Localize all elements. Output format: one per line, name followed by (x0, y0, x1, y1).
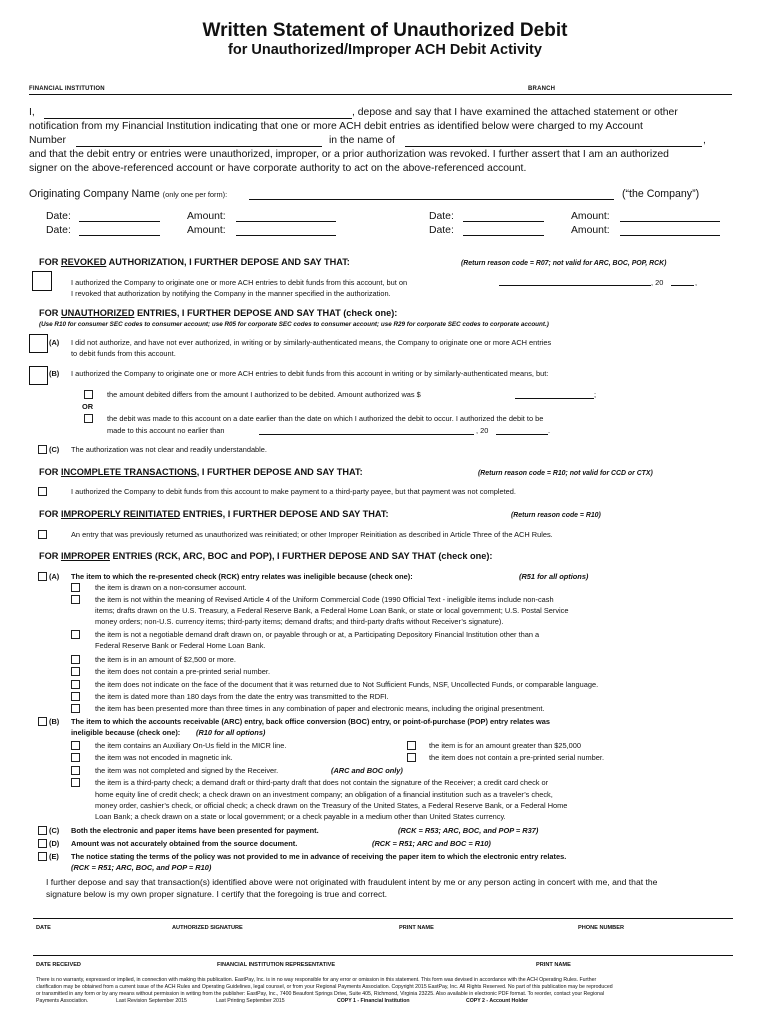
improper-b-left2: the item was not encoded in magnetic ink. (95, 753, 233, 762)
footer-line1: There is no warranty, expressed or implied, in connection with making this publication. EastPay, Inc. is in no way responsible for any error or omission in this statement. This form was devised in accordance with the ACH Operating Rules. Further (36, 977, 597, 983)
reinitiated-heading: FOR IMPROPERLY REINITIATED ENTRIES, I FURTHER DEPOSE AND SAY THAT: (39, 509, 389, 519)
originating-company-hint: (only one per form): (162, 190, 228, 199)
authorized-signature-label: AUTHORIZED SIGNATURE (172, 925, 243, 931)
amount-field-2[interactable] (620, 221, 720, 222)
intro-line1-prefix: I, (29, 107, 35, 118)
revoked-date-field[interactable] (499, 285, 651, 286)
footer-last-printing: Last Printing September 2015 (216, 998, 285, 1004)
amount-field-3[interactable] (236, 235, 336, 236)
reinitiated-note: (Return reason code = R10) (511, 512, 601, 519)
or-label: OR (82, 402, 94, 411)
revoked-line2: I revoked that authorization by notifying the Company in the manner specified in the authorization. (71, 289, 391, 298)
unauthorized-a-line1: I did not authorize, and have not ever authorized, in writing or by similarly-authenticated means, the Company to originate one or more ACH entries (71, 338, 552, 347)
date-field-3[interactable] (79, 235, 160, 236)
no-earlier-year-field[interactable] (496, 434, 548, 435)
unauthorized-c-label: (C) (49, 445, 60, 454)
improper-a-note: (R51 for all options) (519, 572, 589, 581)
intro-line5: signer on the above-referenced account or have corporate authority to act on the above-referenced account. (29, 163, 527, 174)
improper-a-item3-line1: the item is not a negotiable demand draft drawn on, or payable through or at, a Participating Depository Financial Institution other than a (95, 630, 540, 639)
improper-a-item6: the item does not indicate on the face of the document that it was returned due to Not Sufficient Funds, NSF, Uncollected Funds, or comparable language. (95, 680, 599, 689)
unauthorized-a-checkbox[interactable] (29, 334, 48, 353)
unauthorized-b-line1: I authorized the Company to originate one or more ACH entries to debit funds from this account in writing or by similarly-authenticated means, but: (71, 369, 549, 378)
improper-b-left3-checkbox[interactable] (71, 766, 80, 775)
footer-last-revision: Last Revision September 2015 (116, 998, 187, 1004)
revoked-note: (Return reason code = R07; not valid for ARC, BOC, POP, RCK) (461, 260, 667, 267)
improper-e-note: (RCK = R51; ARC, BOC, and POP = R10) (71, 863, 212, 872)
footer-copy1: COPY 1 - Financial Institution (337, 998, 410, 1004)
improper-a-item2-checkbox[interactable] (71, 595, 80, 604)
originating-company-label: Originating Company Name (29, 188, 160, 200)
footer-copy2: COPY 2 - Account Holder (466, 998, 528, 1004)
amount-field-4[interactable] (620, 235, 720, 236)
fi-representative-label: FINANCIAL INSTITUTION REPRESENTATIVE (217, 962, 336, 968)
unauthorized-a-label: (A) (49, 338, 60, 347)
print-name-2-label: PRINT NAME (536, 962, 571, 968)
closing-line1: I further depose and say that transaction(s) identified above were not originated with fraudulent intent by me or any person acting in concert with me, and that the (46, 877, 658, 887)
improper-a-item1: the item is drawn on a non-consumer account. (95, 583, 247, 592)
financial-institution-label: FINANCIAL INSTITUTION (29, 86, 105, 92)
revoked-heading: FOR REVOKED AUTHORIZATION, I FURTHER DEPOSE AND SAY THAT: (39, 257, 350, 267)
footer-line4-a: Payments Association. (36, 998, 89, 1004)
improper-a-item1-checkbox[interactable] (71, 583, 80, 592)
unauthorized-b-opt1-checkbox[interactable] (84, 390, 93, 399)
improper-a-item6-checkbox[interactable] (71, 680, 80, 689)
unauthorized-heading: FOR UNAUTHORIZED ENTRIES, I FURTHER DEPOSE AND SAY THAT (check one): (39, 308, 398, 318)
closing-line2: signature below is my own proper signature. I certify that the foregoing is true and correct. (46, 889, 388, 899)
improper-a-item7: the item is dated more than 180 days from the date the entry was transmitted to the RDFI. (95, 692, 389, 701)
date-label: DATE (36, 925, 51, 931)
revoked-checkbox[interactable] (32, 271, 52, 291)
improper-e-text: The notice stating the terms of the policy was not provided to me in advance of receiving the paper item to which the electronic entry relates. (71, 852, 567, 861)
intro-line2: notification from my Financial Institution indicating that one or more ACH debit entries as identified below were charged to my Account (29, 121, 643, 132)
improper-a-item5: the item does not contain a pre-printed serial number. (95, 667, 271, 676)
no-earlier-date-field[interactable] (259, 434, 474, 435)
improper-b-right2: the item does not contain a pre-printed serial number. (429, 753, 605, 762)
date-label-1: Date: (46, 211, 71, 222)
improper-b-left2-checkbox[interactable] (71, 753, 80, 762)
revoked-line1-prefix: I authorized the Company to originate one or more ACH entries to debit funds from this account, but on (71, 278, 408, 287)
unauthorized-b-opt2-line2-prefix: made to this account no earlier than (107, 426, 225, 435)
amount-label-4: Amount: (571, 225, 610, 236)
improper-a-item5-checkbox[interactable] (71, 667, 80, 676)
improper-a-item4-checkbox[interactable] (71, 655, 80, 664)
improper-c-label: (C) (49, 826, 60, 835)
improper-a-text: The item to which the re-presented check (RCK) entry relates was ineligible because (check one): (71, 572, 413, 581)
improper-b-right1-checkbox[interactable] (407, 741, 416, 750)
form-title: Written Statement of Unauthorized Debit (202, 20, 568, 41)
unauthorized-c-checkbox[interactable] (38, 445, 47, 454)
improper-d-label: (D) (49, 839, 60, 848)
unauthorized-c-text: The authorization was not clear and readily understandable. (71, 445, 267, 454)
incomplete-note: (Return reason code = R10; not valid for CCD or CTX) (478, 470, 653, 477)
improper-c-checkbox[interactable] (38, 826, 47, 835)
improper-b-left3-note: (ARC and BOC only) (331, 766, 403, 775)
name-field[interactable] (44, 118, 352, 119)
intro-line3-middle: in the name of (329, 135, 395, 146)
reinitiated-checkbox[interactable] (38, 530, 47, 539)
signature-line-2[interactable] (33, 955, 733, 956)
revoked-line1-suffix: , (695, 278, 698, 287)
phone-number-label: PHONE NUMBER (578, 925, 624, 931)
unauthorized-b-opt2-line1: the debit was made to this account on a date earlier than the date on which I authorized the debit to occur. I authorized the debit to be (107, 414, 544, 423)
fi-branch-line (29, 94, 732, 95)
reinitiated-text: An entry that was previously returned as unauthorized was reinitiated; or other Improper Reinitiation as described in Article Three of the ACH Rules. (71, 530, 553, 539)
improper-b-left3: the item was not completed and signed by the Receiver. (95, 766, 279, 775)
date-received-label: DATE RECEIVED (36, 962, 81, 968)
incomplete-text: I authorized the Company to debit funds from this account to make payment to a third-party payee, but that payment was not completed. (71, 487, 516, 496)
improper-a-item4: the item is in an amount of $2,500 or more. (95, 655, 236, 664)
improper-b-left1-checkbox[interactable] (71, 741, 80, 750)
improper-b-third-line4: Loan Bank; a check drawn on a state or local government; or a check payable in a medium other than United States currency. (95, 812, 506, 821)
footer-line3: or transmitted in any form or by any means without permission in writing from the publisher: EastPay, Inc., 7400 Beaufont Springs Drive, Suite 405, Richmond, Virginia 23225. Also available in electronic PDF format. To reorder, contact your Regional (36, 991, 605, 997)
date-label-3: Date: (46, 225, 71, 236)
amount-label-2: Amount: (571, 211, 610, 222)
improper-b-third-line2: home equity line of credit check; a check drawn on an investment company; an obligation of a financial institution such as a traveler’s check, (95, 790, 553, 799)
improper-b-right1: the item is for an amount greater than $25,000 (429, 741, 582, 750)
unauthorized-b-opt2-checkbox[interactable] (84, 414, 93, 423)
improper-a-item8: the item has been presented more than three times in any combination of paper and electronic means, including the original presentment. (95, 704, 545, 713)
improper-d-note: (RCK = R51; ARC and BOC = R10) (372, 839, 491, 848)
improper-b-third-checkbox[interactable] (71, 778, 80, 787)
intro-line3-suffix: , (703, 135, 706, 146)
date-label-2: Date: (429, 211, 454, 222)
account-name-field[interactable] (405, 146, 702, 147)
amount-authorized-field[interactable] (515, 398, 594, 399)
amount-field-1[interactable] (236, 221, 336, 222)
amount-label-3: Amount: (187, 225, 226, 236)
improper-a-item2-line2: items; drafts drawn on the U.S. Treasury, a Federal Reserve Bank, a Federal Home Loan Bank, or state or local government; U.S. Postal Service (95, 606, 569, 615)
improper-a-item2-line1: the item is not within the meaning of Revised Article 4 of the Uniform Commercial Code (1990 Official Text - ineligible items include non-cash (95, 595, 554, 604)
unauthorized-a-line2: to debit funds from this account. (71, 349, 176, 358)
signature-line-1[interactable] (33, 918, 733, 919)
improper-b-third-line3: money order, cashier’s check, or official check; a check drawn on the Treasury of the United States, a Federal Reserve Bank, or a Federal Home (95, 801, 568, 810)
date-field-2[interactable] (463, 221, 544, 222)
revoked-year-field[interactable] (671, 285, 694, 286)
improper-a-label: (A) (49, 572, 60, 581)
account-number-field[interactable] (76, 146, 322, 147)
improper-d-text: Amount was not accurately obtained from the source document. (71, 839, 298, 848)
date-field-4[interactable] (463, 235, 544, 236)
improper-b-note: (R10 for all options) (196, 728, 266, 737)
amount-label-1: Amount: (187, 211, 226, 222)
improper-b-left1: the item contains an Auxiliary On-Us field in the MICR line. (95, 741, 287, 750)
improper-b-right2-checkbox[interactable] (407, 753, 416, 762)
improper-b-third-line1: the item is a third-party check; a demand draft or third-party draft that does not contain the signature of the Receiver; a credit card check or (95, 778, 549, 787)
improper-e-label: (E) (49, 852, 59, 861)
improper-a-item7-checkbox[interactable] (71, 692, 80, 701)
improper-b-label: (B) (49, 717, 60, 726)
print-name-label: PRINT NAME (399, 925, 434, 931)
improper-e-checkbox[interactable] (38, 852, 47, 861)
date-label-4: Date: (429, 225, 454, 236)
intro-line1-suffix: , depose and say that I have examined the attached statement or other (352, 107, 678, 118)
footer-line2: clarification may be obtained from a current issue of the ACH Rules and Operating Guidelines, legal counsel, or from your Regional Payments Association. Copyright 2015 EastPay, Inc. All Rights Reserved. No part of this publication may be reproduced (36, 984, 613, 990)
revoked-line1-mid: , 20 (651, 278, 664, 287)
the-company-label: (“the Company”) (622, 188, 700, 200)
improper-a-checkbox[interactable] (38, 572, 47, 581)
form-subtitle: for Unauthorized/Improper ACH Debit Activity (228, 42, 542, 58)
improper-a-item2-line3: money orders; non-U.S. currency items; third-party items; demand drafts; and third-party drafts without Receiver’s signature). (95, 617, 504, 626)
unauthorized-b-checkbox[interactable] (29, 366, 48, 385)
improper-b-line1: The item to which the accounts receivable (ARC) entry, back office conversion (BOC) entry, or point-of-purchase (POP) entry relates was (71, 717, 550, 726)
originating-company-field[interactable] (249, 199, 614, 200)
intro-line4: and that the debit entry or entries were unauthorized, improper, or a prior authorization was revoked. I further assert that I am an authorized (29, 149, 669, 160)
unauthorized-b-opt1: the amount debited differs from the amount I authorized to be debited. Amount authorized was $ (107, 390, 421, 399)
improper-d-checkbox[interactable] (38, 839, 47, 848)
date-field-1[interactable] (79, 221, 160, 222)
improper-c-text: Both the electronic and paper items have been presented for payment. (71, 826, 319, 835)
improper-a-item3-checkbox[interactable] (71, 630, 80, 639)
improper-b-line2: ineligible because (check one): (71, 728, 181, 737)
unauthorized-b-label: (B) (49, 369, 60, 378)
unauthorized-b-opt2-line2-mid: , 20 (476, 426, 489, 435)
unauthorized-b-opt2-line2-suffix: . (548, 426, 551, 435)
intro-line3-prefix: Number (29, 135, 66, 146)
branch-label: BRANCH (528, 86, 556, 92)
improper-heading: FOR IMPROPER ENTRIES (RCK, ARC, BOC and POP), I FURTHER DEPOSE AND SAY THAT (check one): (39, 551, 493, 561)
incomplete-checkbox[interactable] (38, 487, 47, 496)
incomplete-heading: FOR INCOMPLETE TRANSACTIONS, I FURTHER DEPOSE AND SAY THAT: (39, 467, 363, 477)
improper-c-note: (RCK = R53; ARC, BOC, and POP = R37) (398, 826, 539, 835)
improper-a-item8-checkbox[interactable] (71, 704, 80, 713)
improper-a-item3-line2: Federal Reserve Bank or Federal Home Loan Bank. (95, 641, 266, 650)
unauthorized-b-opt1-suffix: ; (594, 390, 597, 399)
improper-b-checkbox[interactable] (38, 717, 47, 726)
unauthorized-note: (Use R10 for consumer SEC codes to consumer account; use R05 for corporate SEC codes to consumer account; use R29 for corporate SEC codes to corporate account.) (39, 321, 549, 328)
